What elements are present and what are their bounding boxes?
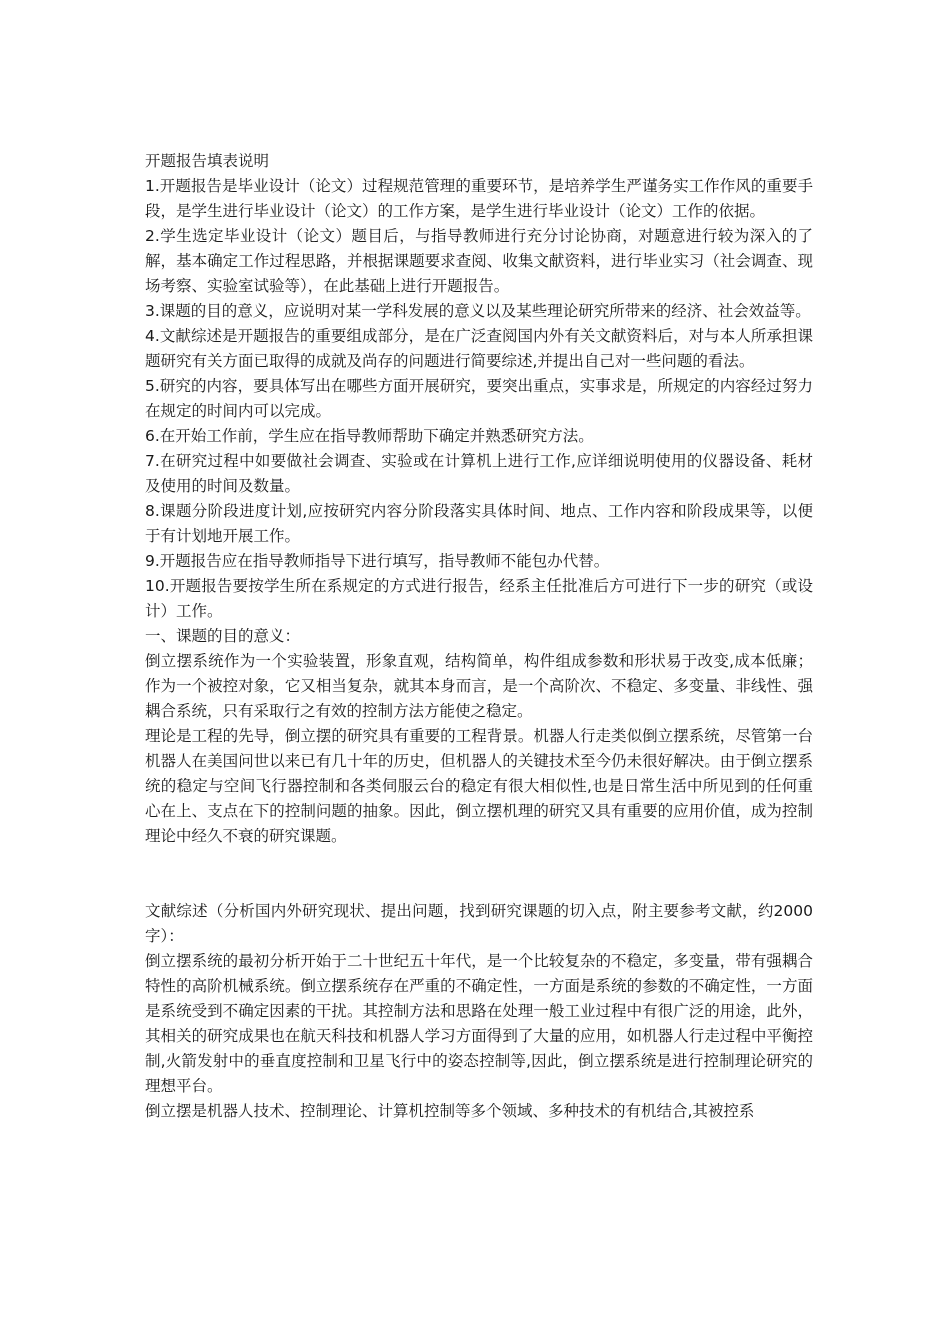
- section-literature-title: 文献综述（分析国内外研究现状、提出问题，找到研究课题的切入点，附主要参考文献，约2000字）：: [145, 902, 813, 945]
- instruction-item: 1.开题报告是毕业设计（论文）过程规范管理的重要环节，是培养学生严谨务实工作作风的重要手段，是学生进行毕业设计（论文）的工作方案，是学生进行毕业设计（论文）工作的依据。: [145, 177, 813, 220]
- section-purpose-title: 一、课题的目的意义：: [145, 627, 301, 645]
- instruction-item: 8.课题分阶段进度计划,应按研究内容分阶段落实具体时间、地点、工作内容和阶段成果等，以便于有计划地开展工作。: [145, 502, 813, 545]
- section-literature-paragraph: 倒立摆系统的最初分析开始于二十世纪五十年代，是一个比较复杂的不稳定，多变量，带有强耦合特性的高阶机械系统。倒立摆系统存在严重的不确定性，一方面是系统的参数的不确定性，一方面是系统受到不确定因素的干扰。其控制方法和思路在处理一般工业过程中有很广泛的用途，此外，其相关的研究成果也在航天科技和机器人学习方面得到了大量的应用，如机器人行走过程中平衡控制,火箭发射中的垂直度控制和卫星飞行中的姿态控制等,因此，倒立摆系统是进行控制理论研究的理想平台。: [145, 952, 813, 1095]
- document-heading: 开题报告填表说明: [145, 152, 270, 170]
- instruction-item: 5.研究的内容，要具体写出在哪些方面开展研究，要突出重点，实事求是，所规定的内容经过努力在规定的时间内可以完成。: [145, 377, 813, 420]
- instruction-item: 10.开题报告要按学生所在系规定的方式进行报告，经系主任批准后方可进行下一步的研究（或设计）工作。: [145, 577, 813, 620]
- instruction-item: 2.学生选定毕业设计（论文）题目后，与指导教师进行充分讨论协商，对题意进行较为深入的了解，基本确定工作过程思路，并根据课题要求查阅、收集文献资料，进行毕业实习（社会调查、现场考察、实验室试验等），在此基础上进行开题报告。: [145, 227, 813, 295]
- instruction-item: 7.在研究过程中如要做社会调查、实验或在计算机上进行工作,应详细说明使用的仪器设备、耗材及使用的时间及数量。: [145, 452, 813, 495]
- instruction-item: 4.文献综述是开题报告的重要组成部分，是在广泛查阅国内外有关文献资料后，对与本人所承担课题研究有关方面已取得的成就及尚存的问题进行简要综述,并提出自己对一些问题的看法。: [145, 327, 813, 370]
- section-purpose-paragraph: 理论是工程的先导，倒立摆的研究具有重要的工程背景。机器人行走类似倒立摆系统，尽管第一台机器人在美国问世以来已有几十年的历史，但机器人的关键技术至今仍未很好解决。由于倒立摆系统的稳定与空间飞行器控制和各类伺服云台的稳定有很大相似性,也是日常生活中所见到的任何重心在上、支点在下的控制问题的抽象。因此，倒立摆机理的研究又具有重要的应用价值，成为控制理论中经久不衰的研究课题。: [145, 727, 813, 845]
- section-literature-paragraph: 倒立摆是机器人技术、控制理论、计算机控制等多个领域、多种技术的有机结合,其被控系: [145, 1102, 755, 1120]
- document-body: [145, 149, 813, 1124]
- instruction-item: 9.开题报告应在指导教师指导下进行填写，指导教师不能包办代替。: [145, 552, 610, 570]
- instruction-item: 6.在开始工作前，学生应在指导教师帮助下确定并熟悉研究方法。: [145, 427, 594, 445]
- section-spacer: [145, 849, 813, 899]
- section-purpose-paragraph: 倒立摆系统作为一个实验装置，形象直观，结构简单，构件组成参数和形状易于改变,成本低廉；作为一个被控对象，它又相当复杂，就其本身而言，是一个高阶次、不稳定、多变量、非线性、强耦合系统，只有采取行之有效的控制方法方能使之稳定。: [145, 652, 813, 720]
- instruction-list: [145, 174, 813, 624]
- instruction-item: 3.课题的目的意义，应说明对某一学科发展的意义以及某些理论研究所带来的经济、社会效益等。: [145, 302, 811, 320]
